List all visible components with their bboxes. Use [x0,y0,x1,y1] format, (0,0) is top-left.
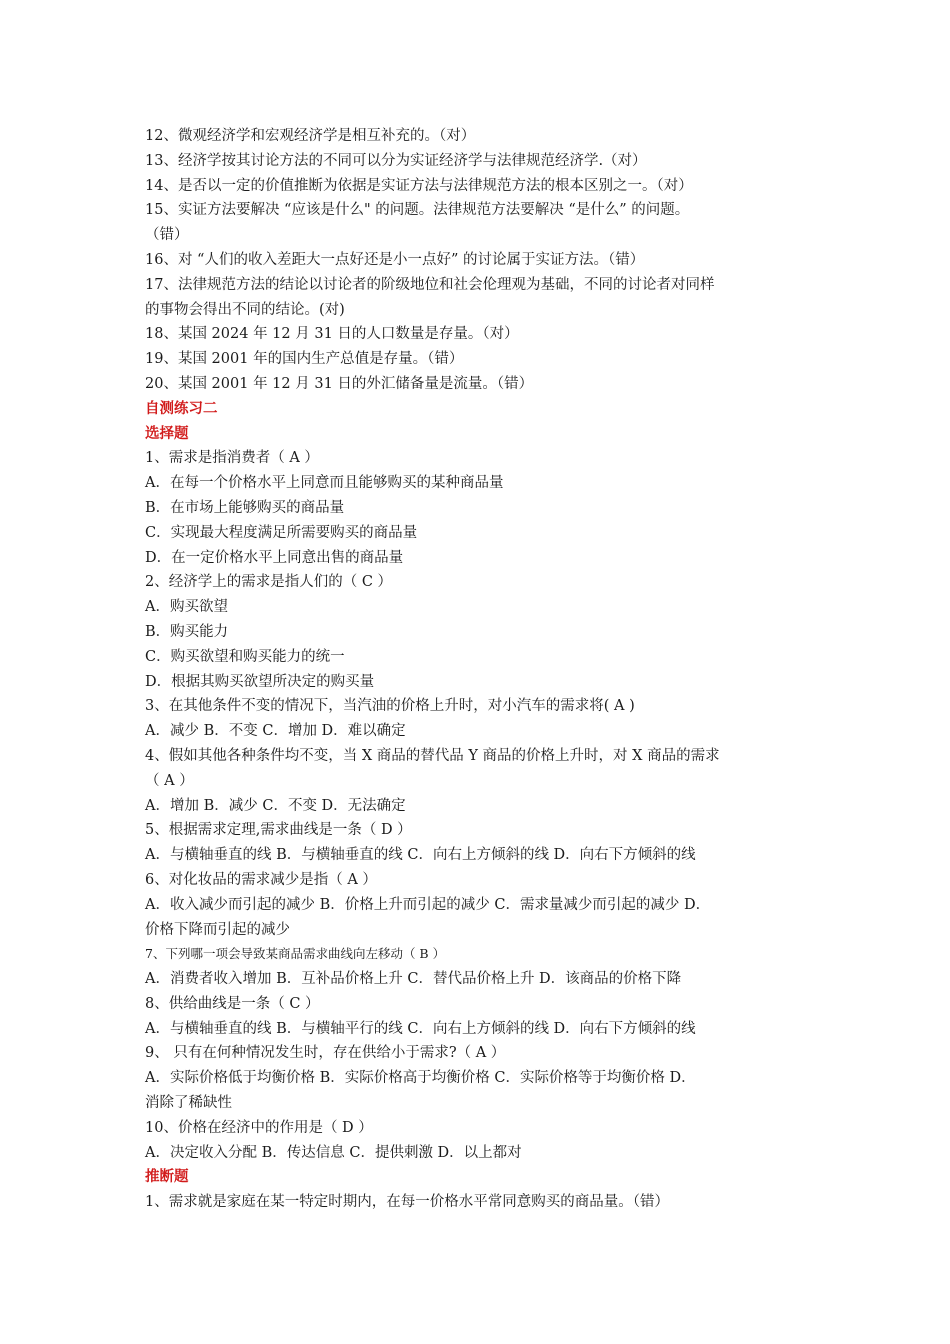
text-line: 8、供给曲线是一条（ C ） [145,995,320,1012]
document-body [145,124,805,1215]
text-line: D．在一定价格水平上同意出售的商品量 [145,549,404,566]
text-line: A．实际价格低于均衡价格 B．实际价格高于均衡价格 C．实际价格等于均衡价格 D． [145,1070,696,1087]
text-line: A．决定收入分配 B．传达信息 C．提供刺激 D．以上都对 [145,1144,522,1161]
text-line: A．与横轴垂直的线 B．与横轴垂直的线 C．向右上方倾斜的线 D．向右下方倾斜的线 [145,847,696,864]
text-line: 15、实证方法要解决 “应该是什么" 的问题。法律规范方法要解决 “是什么” 的问题。 [145,202,690,219]
text-line: 13、经济学按其讨论方法的不同可以分为实证经济学与法律规范经济学.（对） [145,152,647,169]
text-line: 价格下降而引起的减少 [145,921,290,938]
text-line: 4、假如其他各种条件均不变，当 X 商品的替代品 Y 商品的价格上升时，对 X 商品的需求 [145,747,720,764]
text-line: C．购买欲望和购买能力的统一 [145,648,345,665]
text-line: A．增加 B．减少 C．不变 D．无法确定 [145,797,406,814]
text-line: A．购买欲望 [145,599,228,616]
text-line: 5、根据需求定理,需求曲线是一条（ D ） [145,822,412,839]
section-heading: 选择题 [145,424,189,442]
text-line: D．根据其购买欲望所决定的购买量 [145,673,375,690]
text-line: 消除了稀缺性 [145,1095,232,1112]
text-line: （错） [145,227,189,244]
text-line: 1、需求是指消费者（ A ） [145,450,319,467]
text-line: 9、 只有在何种情况发生时，存在供给小于需求?（ A ） [145,1045,506,1062]
text-line: 18、某国 2024 年 12 月 31 日的人口数量是存量。（对） [145,326,519,343]
text-line: 12、微观经济学和宏观经济学是相互补充的。（对） [145,128,476,144]
text-line: 7、下列哪一项会导致某商品需求曲线向左移动（ B ） [145,946,446,962]
text-line: 14、是否以一定的价值推断为依据是实证方法与法律规范方法的根本区别之一。（对） [145,177,693,194]
text-line: B．购买能力 [145,623,229,640]
text-line: 的事物会得出不同的结论。(对) [145,301,345,318]
text-line: A．在每一个价格水平上同意而且能够购买的某种商品量 [145,475,504,492]
text-line: A．与横轴垂直的线 B．与横轴平行的线 C．向右上方倾斜的线 D．向右下方倾斜的线 [145,1020,696,1037]
text-line: A．收入减少而引起的减少 B．价格上升而引起的减少 C．需求量减少而引起的减少 D． [145,896,711,913]
section-heading: 推断题 [145,1168,189,1186]
text-line: 19、某国 2001 年的国内生产总值是存量。（错） [145,351,464,368]
text-line: 17、法律规范方法的结论以讨论者的阶级地位和社会伦理观为基础，不同的讨论者对同样 [145,276,715,293]
text-line: 3、在其他条件不变的情况下，当汽油的价格上升时，对小汽车的需求将( A ) [145,698,635,715]
text-line: 16、对 “人们的收入差距大一点好还是小一点好” 的讨论属于实证方法。（错） [145,251,645,268]
text-line: C．实现最大程度满足所需要购买的商品量 [145,524,418,541]
text-line: B．在市场上能够购买的商品量 [145,499,345,516]
text-line: 1、需求就是家庭在某一特定时期内，在每一价格水平常同意购买的商品量。（错） [145,1194,669,1211]
text-line: 10、价格在经济中的作用是（ D ） [145,1119,373,1136]
text-line: （ A ） [145,772,194,789]
text-line: A．减少 B．不变 C．增加 D．难以确定 [145,723,406,740]
text-line: 6、对化妆品的需求减少是指（ A ） [145,871,377,888]
text-line: 20、某国 2001 年 12 月 31 日的外汇储备量是流量。（错） [145,375,534,392]
text-line: 2、经济学上的需求是指人们的（ C ） [145,574,393,591]
section-heading: 自测练习二 [145,399,218,417]
text-line: A．消费者收入增加 B．互补品价格上升 C．替代品价格上升 D．该商品的价格下降 [145,971,682,988]
